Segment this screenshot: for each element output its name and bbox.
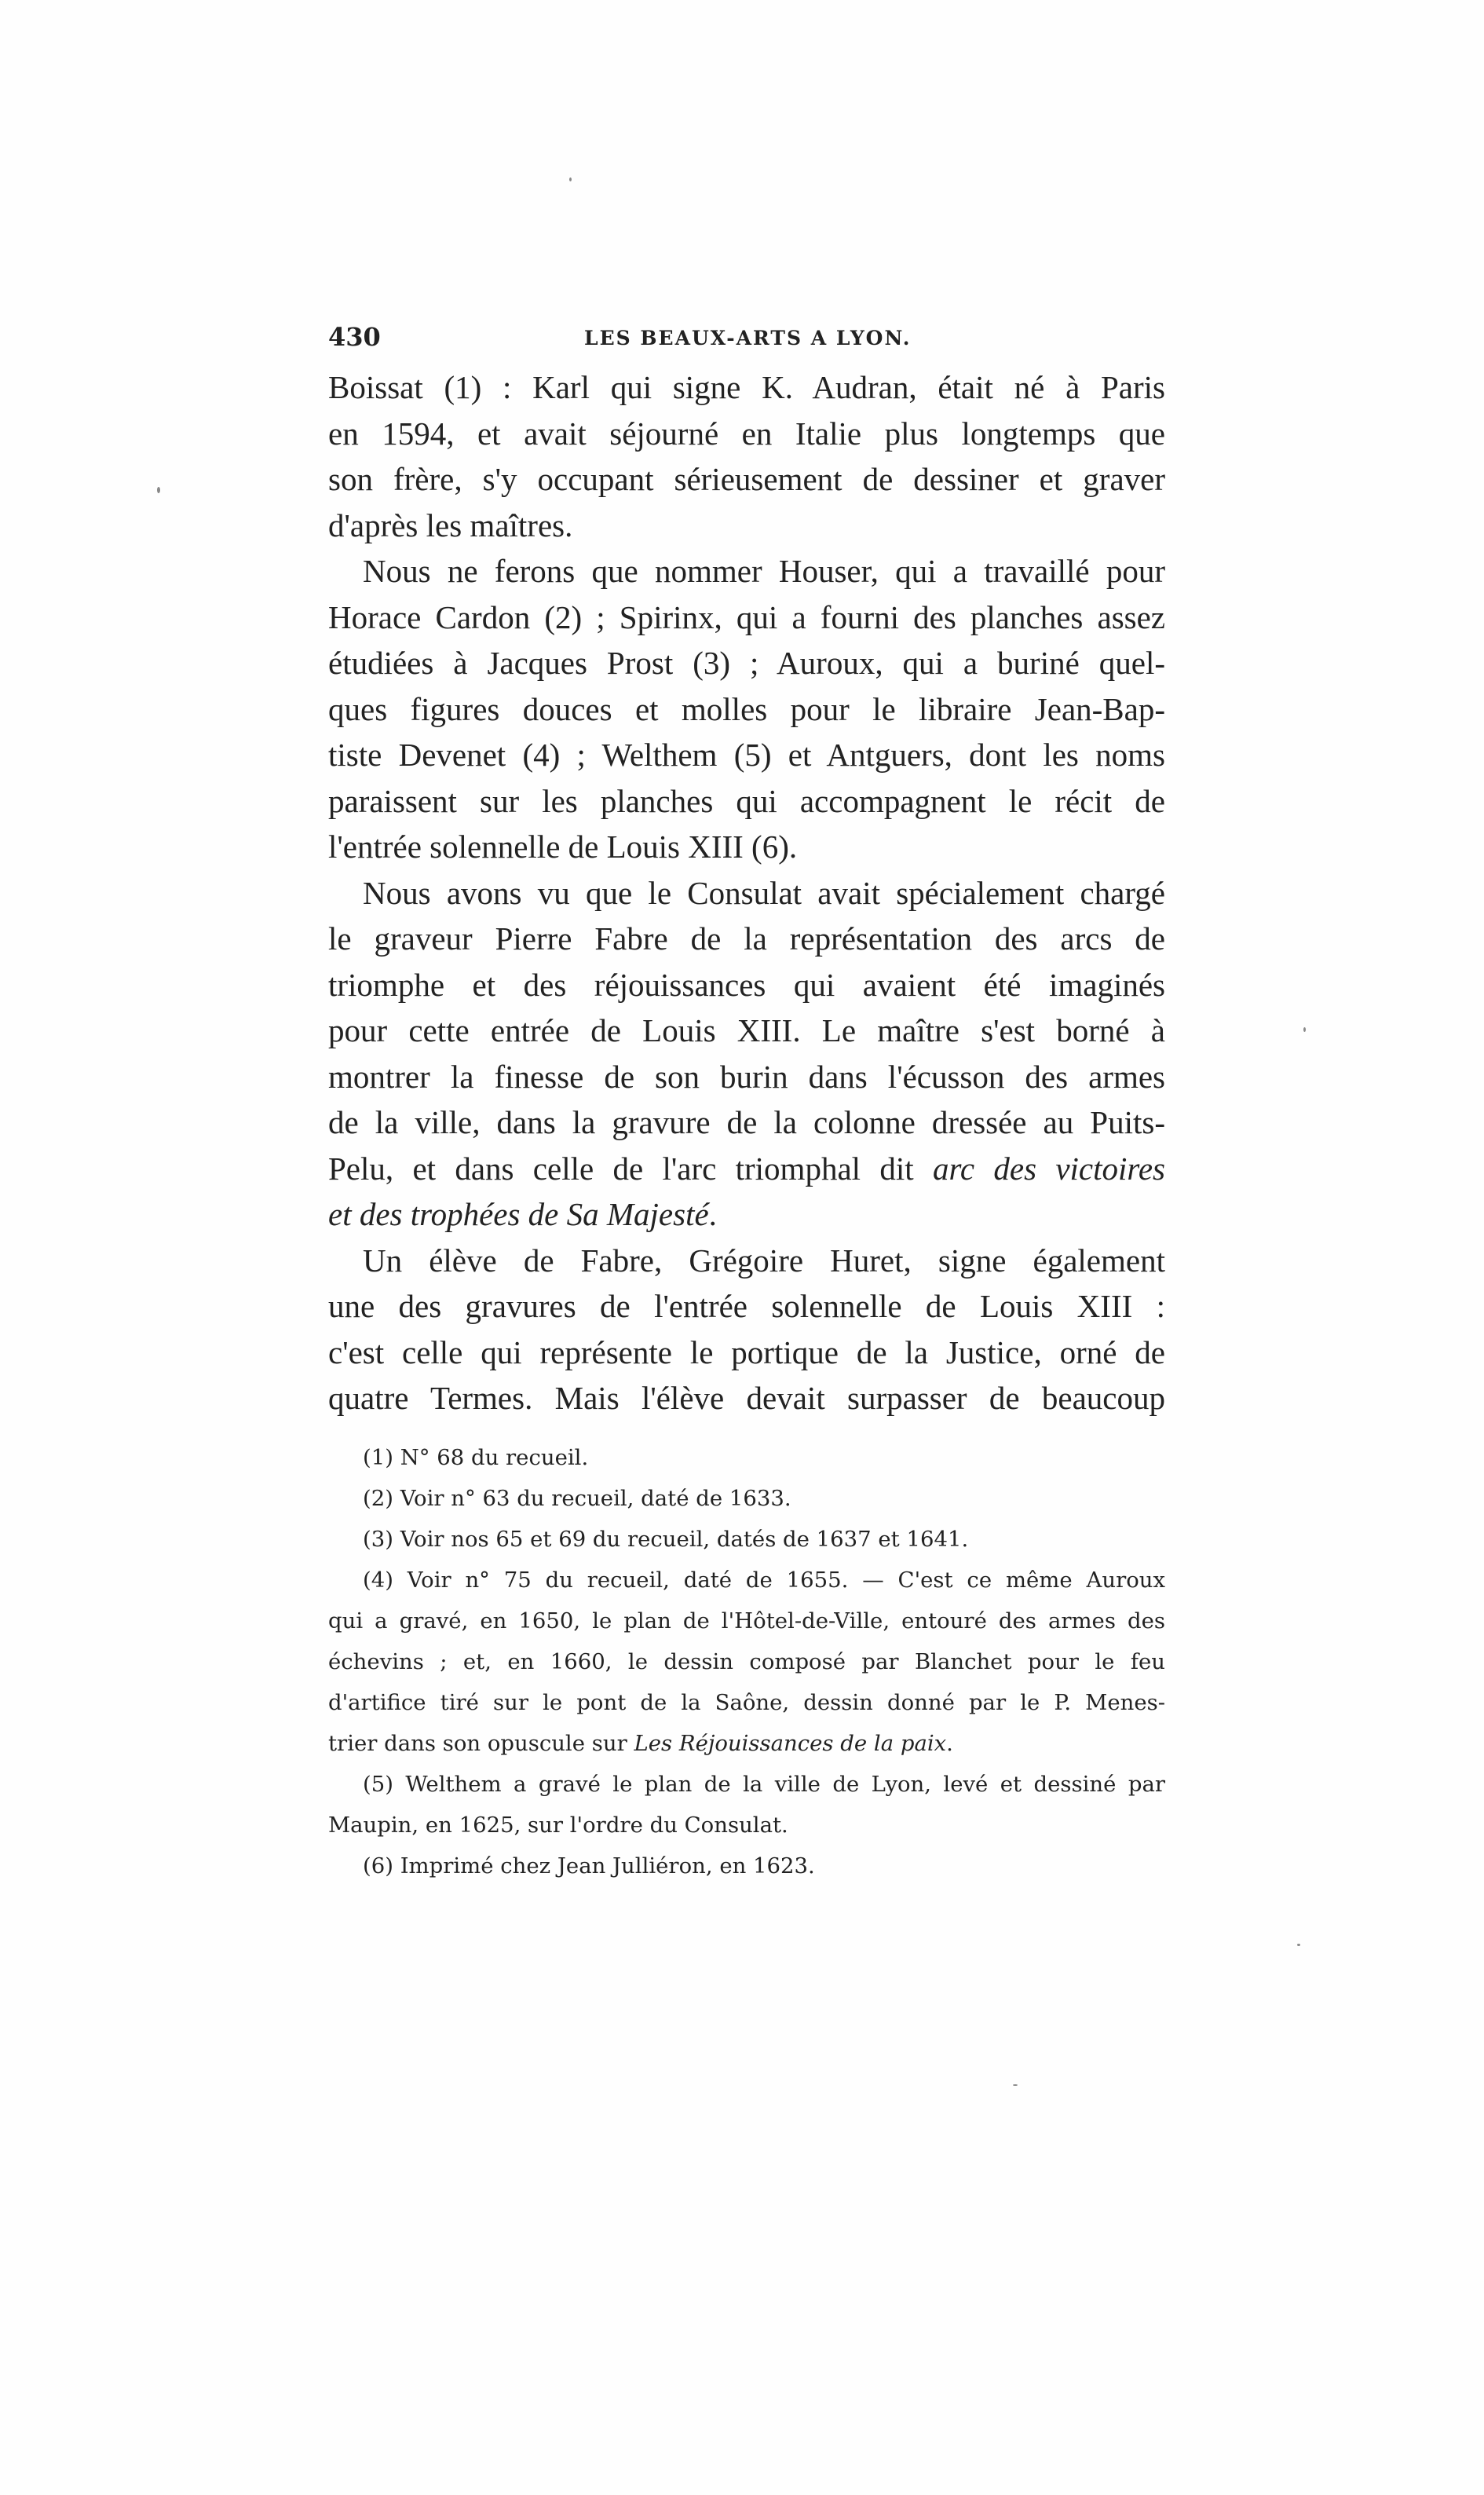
footnote: (3) Voir nos 65 et 69 du recueil, datés de 1637 et 1641. <box>363 1527 969 1552</box>
footnote-line: Maupin, en 1625, sur l'ordre du Consulat. <box>328 1813 788 1838</box>
footnote-line: (5) Welthem a gravé le plan de la ville de Lyon, levé et dessiné par <box>363 1772 1165 1797</box>
footnote: (2) Voir n° 63 du recueil, daté de 1633. <box>363 1486 791 1511</box>
scan-speck <box>157 487 160 493</box>
text-line: tiste Devenet (4) ; Welthem (5) et Antguers, dont les noms <box>328 737 1165 773</box>
paragraph <box>328 364 1165 548</box>
footnote-line: d'artifice tiré sur le pont de la Saône, dessin donné par le P. Menes- <box>328 1690 1165 1715</box>
text-line: l'entrée solennelle de Louis XIII (6). <box>328 829 798 865</box>
text-line: une des gravures de l'entrée solennelle de Louis XIII : <box>328 1288 1165 1324</box>
scan-speck <box>1297 1944 1300 1946</box>
text-line: Horace Cardon (2) ; Spirinx, qui a fourni des planches assez <box>328 598 1165 635</box>
text-line: pour cette entrée de Louis XIII. Le maître s'est borné à <box>328 1012 1165 1048</box>
text-line: d'après les maîtres. <box>328 507 573 543</box>
page-number: 430 <box>328 322 381 352</box>
text-line: paraissent sur les planches qui accompagnent le récit de <box>328 782 1165 819</box>
footnote <box>328 1764 1165 1846</box>
text-line: en 1594, et avait séjourné en Italie plus longtemps que <box>328 415 1165 452</box>
footnote: (6) Imprimé chez Jean Julliéron, en 1623. <box>363 1853 815 1879</box>
text-line: quatre Termes. Mais l'élève devait surpasser de beaucoup <box>328 1380 1165 1416</box>
text-line <box>328 1191 1165 1238</box>
text-line: montrer la finesse de son burin dans l'écusson des armes <box>328 1058 1165 1095</box>
page-header <box>328 316 1167 363</box>
running-title: LES BEAUX-ARTS A LYON. <box>584 327 912 349</box>
text-line: étudiées à Jacques Prost (3) ; Auroux, qui a buriné quel- <box>328 645 1165 681</box>
text-span: trier dans son opuscule sur <box>328 1731 634 1756</box>
paragraph <box>328 870 1165 1238</box>
text-line: de la ville, dans la gravure de la colonne dressée au Puits- <box>328 1104 1165 1140</box>
scan-speck <box>1303 1027 1306 1032</box>
text-line: Un élève de Fabre, Grégoire Huret, signe également <box>363 1242 1165 1279</box>
text-line: triomphe et des réjouissances qui avaient été imaginés <box>328 966 1165 1003</box>
text-line: Nous avons vu que le Consulat avait spécialement chargé <box>363 874 1165 911</box>
footnote: (1) N° 68 du recueil. <box>363 1445 589 1470</box>
text-line <box>328 1146 1165 1192</box>
text-span: Pelu, et dans celle de l'arc triomphal dit <box>328 1150 933 1187</box>
italic-title: et des trophées de Sa Majesté <box>328 1196 709 1232</box>
italic-title: Les Réjouissances de la paix <box>634 1731 947 1756</box>
paragraph <box>328 548 1165 870</box>
text-span: . <box>708 1196 717 1232</box>
italic-title: arc des victoires <box>932 1150 1165 1187</box>
paragraph <box>328 1238 1165 1421</box>
text-line: le graveur Pierre Fabre de la représentation des arcs de <box>328 920 1165 957</box>
scan-speck <box>569 177 572 181</box>
footnote-line: qui a gravé, en 1650, le plan de l'Hôtel-de-Ville, entouré des armes des <box>328 1608 1165 1633</box>
footnote-line: (4) Voir n° 75 du recueil, daté de 1655. — C'est ce même Auroux <box>363 1568 1165 1593</box>
text-span: . <box>946 1731 953 1756</box>
footnote-line: échevins ; et, en 1660, le dessin composé par Blanchet pour le feu <box>328 1649 1165 1674</box>
footnotes <box>328 1437 1165 1886</box>
footnote-line <box>328 1723 1165 1764</box>
scan-speck <box>1013 2084 1018 2086</box>
text-line: son frère, s'y occupant sérieusement de dessiner et graver <box>328 461 1165 497</box>
body-text <box>328 364 1165 1421</box>
text-line: c'est celle qui représente le portique de la Justice, orné de <box>328 1333 1165 1370</box>
footnote <box>328 1560 1165 1764</box>
text-line: Boissat (1) : Karl qui signe K. Audran, était né à Paris <box>328 369 1165 405</box>
text-line: Nous ne ferons que nommer Houser, qui a travaillé pour <box>363 553 1165 589</box>
text-line: ques figures douces et molles pour le libraire Jean-Bap- <box>328 690 1165 727</box>
